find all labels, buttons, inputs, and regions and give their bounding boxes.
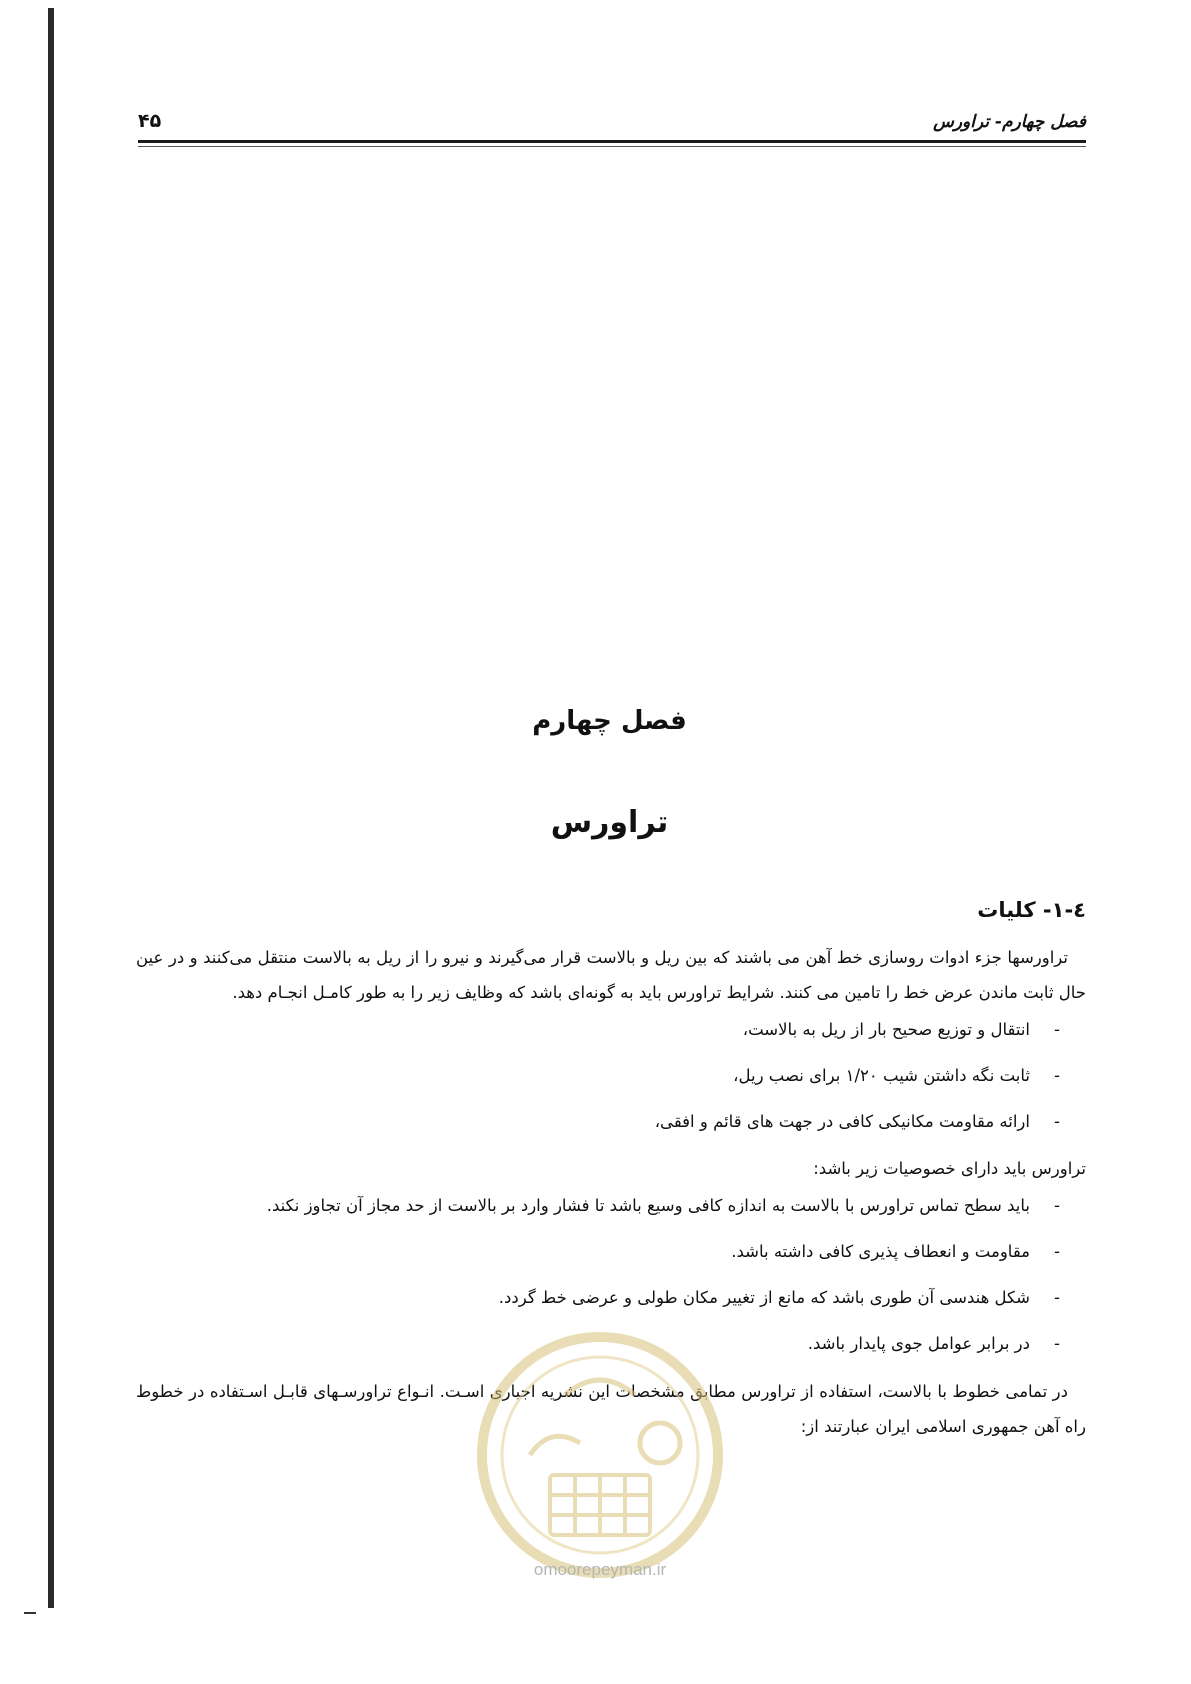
- list-item: [136, 1106, 1060, 1137]
- dash-bullet: -: [1054, 1242, 1060, 1261]
- dash-bullet: -: [1054, 1334, 1060, 1353]
- dash-bullet: -: [1054, 1288, 1060, 1307]
- functions-list: [136, 1014, 1086, 1137]
- list-item-text: باید سطح تماس تراورس با بالاست به اندازه کافی وسیع باشد تا فشار وارد بر بالاست از حد مجاز آن تجاوز نکند.: [266, 1196, 1030, 1215]
- dash-bullet: -: [1054, 1066, 1060, 1085]
- list-item: [136, 1328, 1060, 1359]
- intro-paragraph: تراورسها جزء ادوات روسازی خط آهن می باشند که بین ریل و بالاست قرار می‌گیرند و نیرو را از ریل به بالاست منتقل می‌کنند و در عین حال ثابت ماندن عرض خط را تامین می کنند. شرایط تراورس باید به گونه‌ای باشد که وظایف زیر را به طور کامـل انجـام دهد.: [136, 948, 1086, 1002]
- list-item: [136, 1282, 1060, 1313]
- list-item-text: ارائه مقاومت مکانیکی کافی در جهت های قائم و افقی،: [654, 1112, 1030, 1131]
- page-number: ۴۵: [138, 110, 162, 132]
- page-edge-mark: [24, 1612, 36, 1614]
- list-item: [136, 1060, 1060, 1091]
- properties-lead: تراورس باید دارای خصوصیات زیر باشد:: [813, 1159, 1086, 1178]
- list-item: [136, 1236, 1060, 1267]
- section-heading: ٤-١- کلیات: [977, 898, 1086, 922]
- closing-paragraph: در تمامی خطوط با بالاست، استفاده از تراورس مطابق مشخصات این نشریه اجباری اسـت. انـواع تراورسـهای قابـل اسـتفاده در خطوط راه آهن جمهوری اسلامی ایران عبارتند از:: [136, 1382, 1086, 1436]
- list-item-text: ثابت نگه داشتن شیب ۱/۲۰ برای نصب ریل،: [733, 1066, 1030, 1085]
- dash-bullet: -: [1054, 1112, 1060, 1131]
- list-item: [136, 1190, 1060, 1221]
- header-rule-thin: [138, 146, 1086, 147]
- list-item-text: شکل هندسی آن طوری باشد که مانع از تغییر مکان طولی و عرضی خط گردد.: [498, 1288, 1030, 1307]
- body-content: [136, 890, 1086, 1444]
- page-header: [138, 110, 1086, 150]
- list-item-text: در برابر عوامل جوی پایدار باشد.: [807, 1334, 1030, 1353]
- chapter-title: تراورس: [550, 805, 669, 840]
- list-item: [136, 1014, 1060, 1045]
- running-header-title: فصل چهارم- تراورس: [933, 112, 1086, 132]
- chapter-label: فصل چهارم: [532, 706, 687, 736]
- dash-bullet: -: [1054, 1196, 1060, 1215]
- properties-list: [136, 1190, 1086, 1359]
- list-item-text: انتقال و توزیع صحیح بار از ریل به بالاست،: [742, 1020, 1030, 1039]
- list-item-text: مقاومت و انعطاف پذیری کافی داشته باشد.: [731, 1242, 1030, 1261]
- watermark-text: omoorepeyman.ir: [533, 1560, 667, 1579]
- dash-bullet: -: [1054, 1020, 1060, 1039]
- header-rule: [138, 140, 1086, 143]
